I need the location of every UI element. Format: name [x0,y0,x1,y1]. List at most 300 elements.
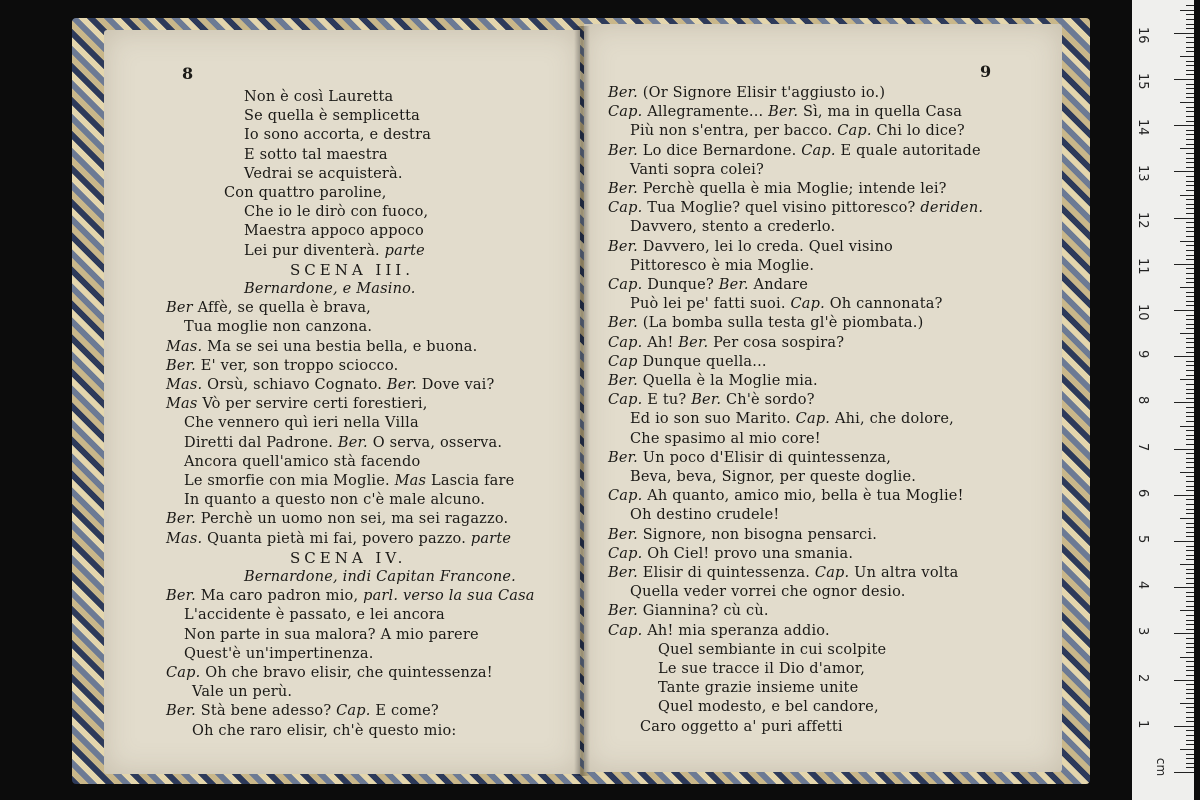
verse-text: Quel sembiante in cui scolpite [658,641,887,658]
text-line [608,602,769,621]
ruler-tick [1186,97,1194,98]
ruler-tick [1186,740,1194,741]
verse-text: Davvero, stento a crederlo. [630,219,836,236]
text-line [166,510,508,529]
verse-text: Pittoresco è mia Moglie. [630,257,815,274]
speaker-name: Cap. [832,123,877,140]
ruler-tick [1186,301,1194,302]
scene-cast: Bernardone, indi Capitan Francone. [244,569,516,585]
ruler-tick [1186,88,1194,89]
ruler-tick [1186,144,1194,145]
ruler-tick [1186,416,1194,417]
ruler-tick [1186,42,1194,43]
ruler-tick [1186,130,1194,131]
ruler-tick [1180,564,1194,565]
ruler-tick [1186,569,1194,570]
verse-text: E sotto tal maestra [244,146,388,163]
ruler-tick [1186,767,1194,768]
speaker-name: Ber. [166,588,201,605]
ruler-tick [1174,680,1194,681]
ruler-tick [1186,458,1194,459]
ruler-tick [1186,28,1194,29]
verse-text: Ah! mia speranza addio. [647,622,830,639]
ruler-number: 15 [1135,73,1150,90]
speaker-name: Cap. [810,565,855,581]
scene-cast: Bernardone, e Masino. [244,281,416,297]
speaker-name: Mas [389,473,431,489]
speaker-name: Mas. [166,338,208,355]
text-line [630,506,779,525]
verse-text: Ancora quell'amico stà facendo [184,453,421,470]
ruler-tick [1186,342,1194,343]
text-line [184,491,485,510]
speaker-name: Cap. [785,296,830,313]
ruler-tick [1186,84,1194,85]
verse-text: Ma se sei una bestia bella, e buona. [207,338,478,355]
ruler-tick [1186,592,1194,593]
ruler-number: 12 [1135,211,1150,229]
ruler-tick [1186,523,1194,524]
verse-text: Che spasimo al mio core! [630,430,821,447]
ruler-tick [1180,333,1194,334]
text-line [166,338,477,357]
ruler-number: 11 [1135,257,1150,275]
ruler-tick [1186,689,1194,690]
text-line [244,126,431,145]
verse-text: Giannina? cù cù. [642,603,769,620]
ruler-tick [1186,481,1194,482]
ruler-tick [1180,102,1194,103]
text-line [244,222,424,241]
speaker-name: Cap. [608,392,648,409]
ruler-number: 3 [1135,627,1150,636]
speaker-name: Ber. [333,434,373,451]
verse-text: (La bomba sulla testa gl'è piombata.) [642,315,924,332]
ruler-tick [1186,550,1194,551]
ruler-tick [1174,541,1194,542]
text-line [290,261,414,280]
ruler-tick [1186,601,1194,602]
verse-text: In quanto a questo non c'è male alcuno. [184,492,486,509]
verse-text: Quella veder vorrei che ognor desio. [630,584,906,601]
ruler-tick [1174,79,1194,80]
ruler-tick [1186,389,1194,390]
ruler-tick [1186,629,1194,630]
text-line [658,660,865,679]
ruler-tick [1186,555,1194,556]
ruler-tick [1186,435,1194,436]
ruler-tick [1186,430,1194,431]
ruler-number: 9 [1135,350,1150,359]
verse-text: Chi lo dice? [876,123,965,140]
ruler-tick [1186,319,1194,320]
text-line [608,526,877,545]
text-line [630,430,821,449]
text-line [184,606,445,625]
ruler-tick [1186,305,1194,306]
ruler-tick [1186,620,1194,621]
verse-text: Un poco d'Elisir di quintessenza, [642,449,892,466]
speaker-name: Cap [608,353,643,370]
speaker-name: Ber. [608,603,643,620]
ruler-tick [1186,763,1194,764]
verse-text: Dove vai? [421,377,495,393]
verse-text: Oh cannonata? [829,296,943,313]
ruler-tick [1186,255,1194,256]
speaker-name: Ber. [608,315,643,332]
ruler-tick [1180,287,1194,288]
text-line [184,453,420,472]
ruler-tick [1186,236,1194,237]
ruler-tick [1186,208,1194,209]
text-line [244,165,403,184]
text-line [184,626,479,645]
ruler-tick [1186,70,1194,71]
ruler-tick [1174,171,1194,172]
verse-text: Che vennero quì ieri nella Villa [184,415,419,432]
ruler-tick [1186,407,1194,408]
verse-text: Le smorfie con mia Moglie. [184,473,390,489]
speaker-name: Ber. [763,104,803,121]
speaker-name: Ber. [608,373,643,389]
ruler-tick [1180,472,1194,473]
speaker-name: Ber. [166,703,201,720]
ruler-number: 7 [1135,442,1150,451]
speaker-name: Cap. [166,665,206,681]
ruler-tick [1186,490,1194,491]
ruler-tick [1180,148,1194,149]
ruler-tick [1186,666,1194,667]
verse-text: Ed io son suo Marito. [630,411,791,428]
ruler-tick [1186,268,1194,269]
ruler-tick [1186,647,1194,648]
ruler-tick [1186,338,1194,339]
ruler-number: 6 [1135,488,1150,498]
ruler-tick [1186,698,1194,699]
verse-text: Quest'è un'impertinenza. [184,645,374,662]
verse-text: Lei pur diventerà. [244,242,380,259]
ruler-tick [1186,278,1194,279]
verse-text: Non è così Lauretta [244,89,394,105]
text-line [166,376,495,395]
verse-text: Affè, se quella è brava, [197,300,371,317]
ruler-tick [1186,273,1194,274]
ruler-tick [1186,315,1194,316]
ruler-tick [1186,546,1194,547]
scene-heading: SCENA IV. [290,548,407,567]
ruler-tick [1186,721,1194,722]
ruler-tick [1174,33,1194,34]
ruler-tick [1186,176,1194,177]
speaker-name: Cap. [608,545,648,562]
verse-text: Dunque? [647,277,714,293]
ruler-tick [1186,51,1194,52]
text-line [166,702,439,721]
verse-text: Perchè un uomo non sei, ma sei ragazzo. [200,511,509,528]
ruler-tick [1180,610,1194,611]
verse-text: Orsù, schiavo Cognato. [207,377,383,393]
ruler-tick [1186,213,1194,214]
page-number-left: 8 [182,64,194,83]
ruler-tick [1180,657,1194,658]
ruler-number: 5 [1135,535,1150,544]
verse-text: Vanti sopra colei? [630,161,764,178]
text-line [608,372,818,391]
ruler-tick [1186,324,1194,325]
speaker-name: Mas. [166,377,208,393]
ruler-tick [1174,264,1194,265]
verse-text: Ah! [647,334,674,351]
stage-direction: parte [466,530,512,547]
ruler-tick [1186,453,1194,454]
ruler-tick [1186,754,1194,755]
text-line [608,84,885,103]
ruler-tick [1186,227,1194,228]
ruler-number: 14 [1135,119,1150,136]
verse-text: Diretti dal Padrone. [184,434,334,451]
ruler-tick [1186,398,1194,399]
ruler-tick [1174,310,1194,311]
ruler-tick [1186,421,1194,422]
speaker-name: Cap. [790,411,835,428]
ruler-tick [1186,393,1194,394]
ruler-tick [1186,204,1194,205]
ruler-tick [1180,241,1194,242]
verse-text: Se quella è semplicetta [244,108,420,125]
right-page [584,24,1062,772]
ruler-tick [1180,426,1194,427]
verse-text: Davvero, lei lo creda. Quel visino [642,238,893,255]
verse-text: Vedrai se acquisterà. [244,165,403,182]
verse-text: Oh destino crudele! [630,507,780,524]
ruler-tick [1174,587,1194,588]
verse-text: Tua moglie non canzona. [184,319,373,336]
verse-text: Vò per servire certi forestieri, [202,396,428,413]
stage-direction: deriden. [915,200,984,217]
ruler-tick [1186,583,1194,584]
text-line [184,645,374,664]
verse-text: Stà bene adesso? [200,703,332,720]
text-line [166,299,371,318]
ruler-tick [1186,250,1194,251]
ruler-tick [1186,615,1194,616]
scene-heading: SCENA III. [290,260,414,279]
ruler-tick [1186,61,1194,62]
ruler-tick [1186,467,1194,468]
text-line [608,487,964,506]
text-line [244,568,516,587]
speaker-name: Ber. [608,142,643,159]
verse-text: Più non s'entra, per bacco. [630,123,833,140]
verse-text: L'accidente è passato, e lei ancora [184,607,445,624]
ruler-tick [1186,578,1194,579]
text-line [244,88,393,107]
ruler-tick [1174,449,1194,450]
verse-text: Ahi, che dolore, [834,411,954,428]
text-line [658,698,879,717]
verse-text: Tante grazie insieme unite [658,680,859,697]
text-line [224,184,387,203]
ruler-tick [1186,744,1194,745]
ruler-tick [1186,661,1194,662]
speaker-name: Ber. [673,334,714,351]
verse-text: Lo dice Bernardone. [642,142,797,159]
speaker-name: Mas. [166,530,208,547]
text-line [166,664,493,683]
text-line [630,257,814,276]
ruler-tick [1186,162,1194,163]
speaker-name: Cap. [608,622,648,639]
stage-direction: parte [379,242,425,259]
text-line [192,722,456,741]
speaker-name: Ber. [608,85,643,101]
verse-text: Un altra volta [854,565,959,581]
ruler-tick [1186,14,1194,15]
verse-text: Andare [753,277,808,293]
ruler-tick [1174,726,1194,727]
text-line [608,103,962,122]
ruler-number: 16 [1135,26,1150,44]
text-line [608,564,958,583]
text-line [630,161,764,180]
ruler-tick [1174,218,1194,219]
verse-text: Ma caro padron mio, [200,588,359,605]
verse-text: Non parte in sua malora? A mio parere [184,626,479,643]
ruler-tick [1186,158,1194,159]
ruler-tick [1186,47,1194,48]
speaker-name: Cap. [608,277,648,293]
verse-text: Per cosa sospira? [713,334,845,351]
verse-text: Perchè quella è mia Moglie; intende lei? [642,181,947,197]
text-line [244,280,416,299]
ruler-tick [1186,712,1194,713]
ruler-tick [1186,532,1194,533]
verse-text: Vale un perù. [192,684,293,701]
ruler-tick [1186,111,1194,112]
text-line [608,180,947,199]
verse-text: Elisir di quintessenza. [642,565,811,581]
ruler-tick [1186,328,1194,329]
text-line [192,683,292,702]
verse-text: Tua Moglie? quel visino pittoresco? [647,200,916,217]
speaker-name: Cap. [796,142,841,159]
speaker-name: Ber. [608,565,643,581]
page-number-right: 9 [980,62,992,81]
text-line [608,622,830,641]
verse-text: E quale autoritade [840,142,981,159]
ruler-tick [1186,93,1194,94]
ruler-tick [1186,292,1194,293]
text-line [166,357,398,376]
text-line [608,199,983,218]
ruler-tick [1186,684,1194,685]
verse-text: Caro oggetto a' puri affetti [640,718,843,735]
ruler-tick [1186,643,1194,644]
stage-direction: parl. verso la sua Casa [358,588,535,605]
text-line [184,318,372,337]
ruler-tick [1180,703,1194,704]
text-line [166,530,511,549]
speaker-name: Ber. [608,526,643,543]
ruler-tick [1186,439,1194,440]
ruler-tick [1186,282,1194,283]
verse-text: Ch'è sordo? [726,392,815,409]
verse-text: Io sono accorta, e destra [244,127,432,144]
ruler-tick [1186,139,1194,140]
ruler-tick [1186,412,1194,413]
ruler-tick [1186,222,1194,223]
verse-text: Oh che raro elisir, ch'è questo mio: [192,722,457,739]
verse-text: Signore, non bisogna pensarci. [642,526,878,543]
verse-text: Quel modesto, e bel candore, [658,699,879,716]
text-line [608,449,891,468]
text-line [608,334,844,353]
ruler-tick [1186,596,1194,597]
verse-text: Può lei pe' fatti suoi. [630,296,786,313]
ruler-tick [1180,195,1194,196]
verse-text: Lascia fare [430,473,515,489]
text-line [640,718,843,737]
ruler-tick [1186,65,1194,66]
text-line [658,641,886,660]
ruler-tick [1186,693,1194,694]
ruler-tick [1186,573,1194,574]
text-line [166,587,535,606]
ruler-tick [1186,19,1194,20]
verse-text: Quella è la Moglie mia. [642,373,818,389]
ruler-tick [1186,536,1194,537]
ruler-unit-label: cm [1154,757,1169,777]
ruler-tick [1186,559,1194,560]
ruler-number: 1 [1135,719,1150,729]
ruler-tick [1180,56,1194,57]
ruler-tick [1186,717,1194,718]
ruler-tick [1186,606,1194,607]
speaker-name: Cap. [608,488,648,505]
text-line [184,414,419,433]
verse-text: Oh Ciel! provo una smania. [647,545,854,562]
ruler-tick [1186,670,1194,671]
text-line [244,203,428,222]
ruler-tick [1186,167,1194,168]
verse-text: Dunque quella... [642,353,767,370]
verse-text: O serva, osserva. [372,434,503,451]
ruler-tick [1186,153,1194,154]
ruler-tick [1186,624,1194,625]
text-line [244,146,388,165]
ruler-number: 10 [1135,304,1150,321]
speaker-name: Ber. [686,392,726,409]
ruler-tick [1174,772,1194,773]
speaker-name: Ber [166,300,198,317]
text-line [608,238,893,257]
text-line [608,142,981,161]
ruler-tick [1186,730,1194,731]
text-line [608,276,808,295]
left-page [104,30,580,774]
ruler-tick [1180,379,1194,380]
ruler-tick [1186,638,1194,639]
text-line [184,434,502,453]
ruler-tick [1186,24,1194,25]
verse-text: Ah quanto, amico mio, bella è tua Moglie! [647,488,964,505]
ruler-tick [1186,527,1194,528]
ruler-tick [1186,185,1194,186]
ruler-tick [1180,10,1194,11]
text-line [608,545,853,564]
speaker-name: Ber. [608,181,643,197]
speaker-name: Ber. [166,511,201,528]
